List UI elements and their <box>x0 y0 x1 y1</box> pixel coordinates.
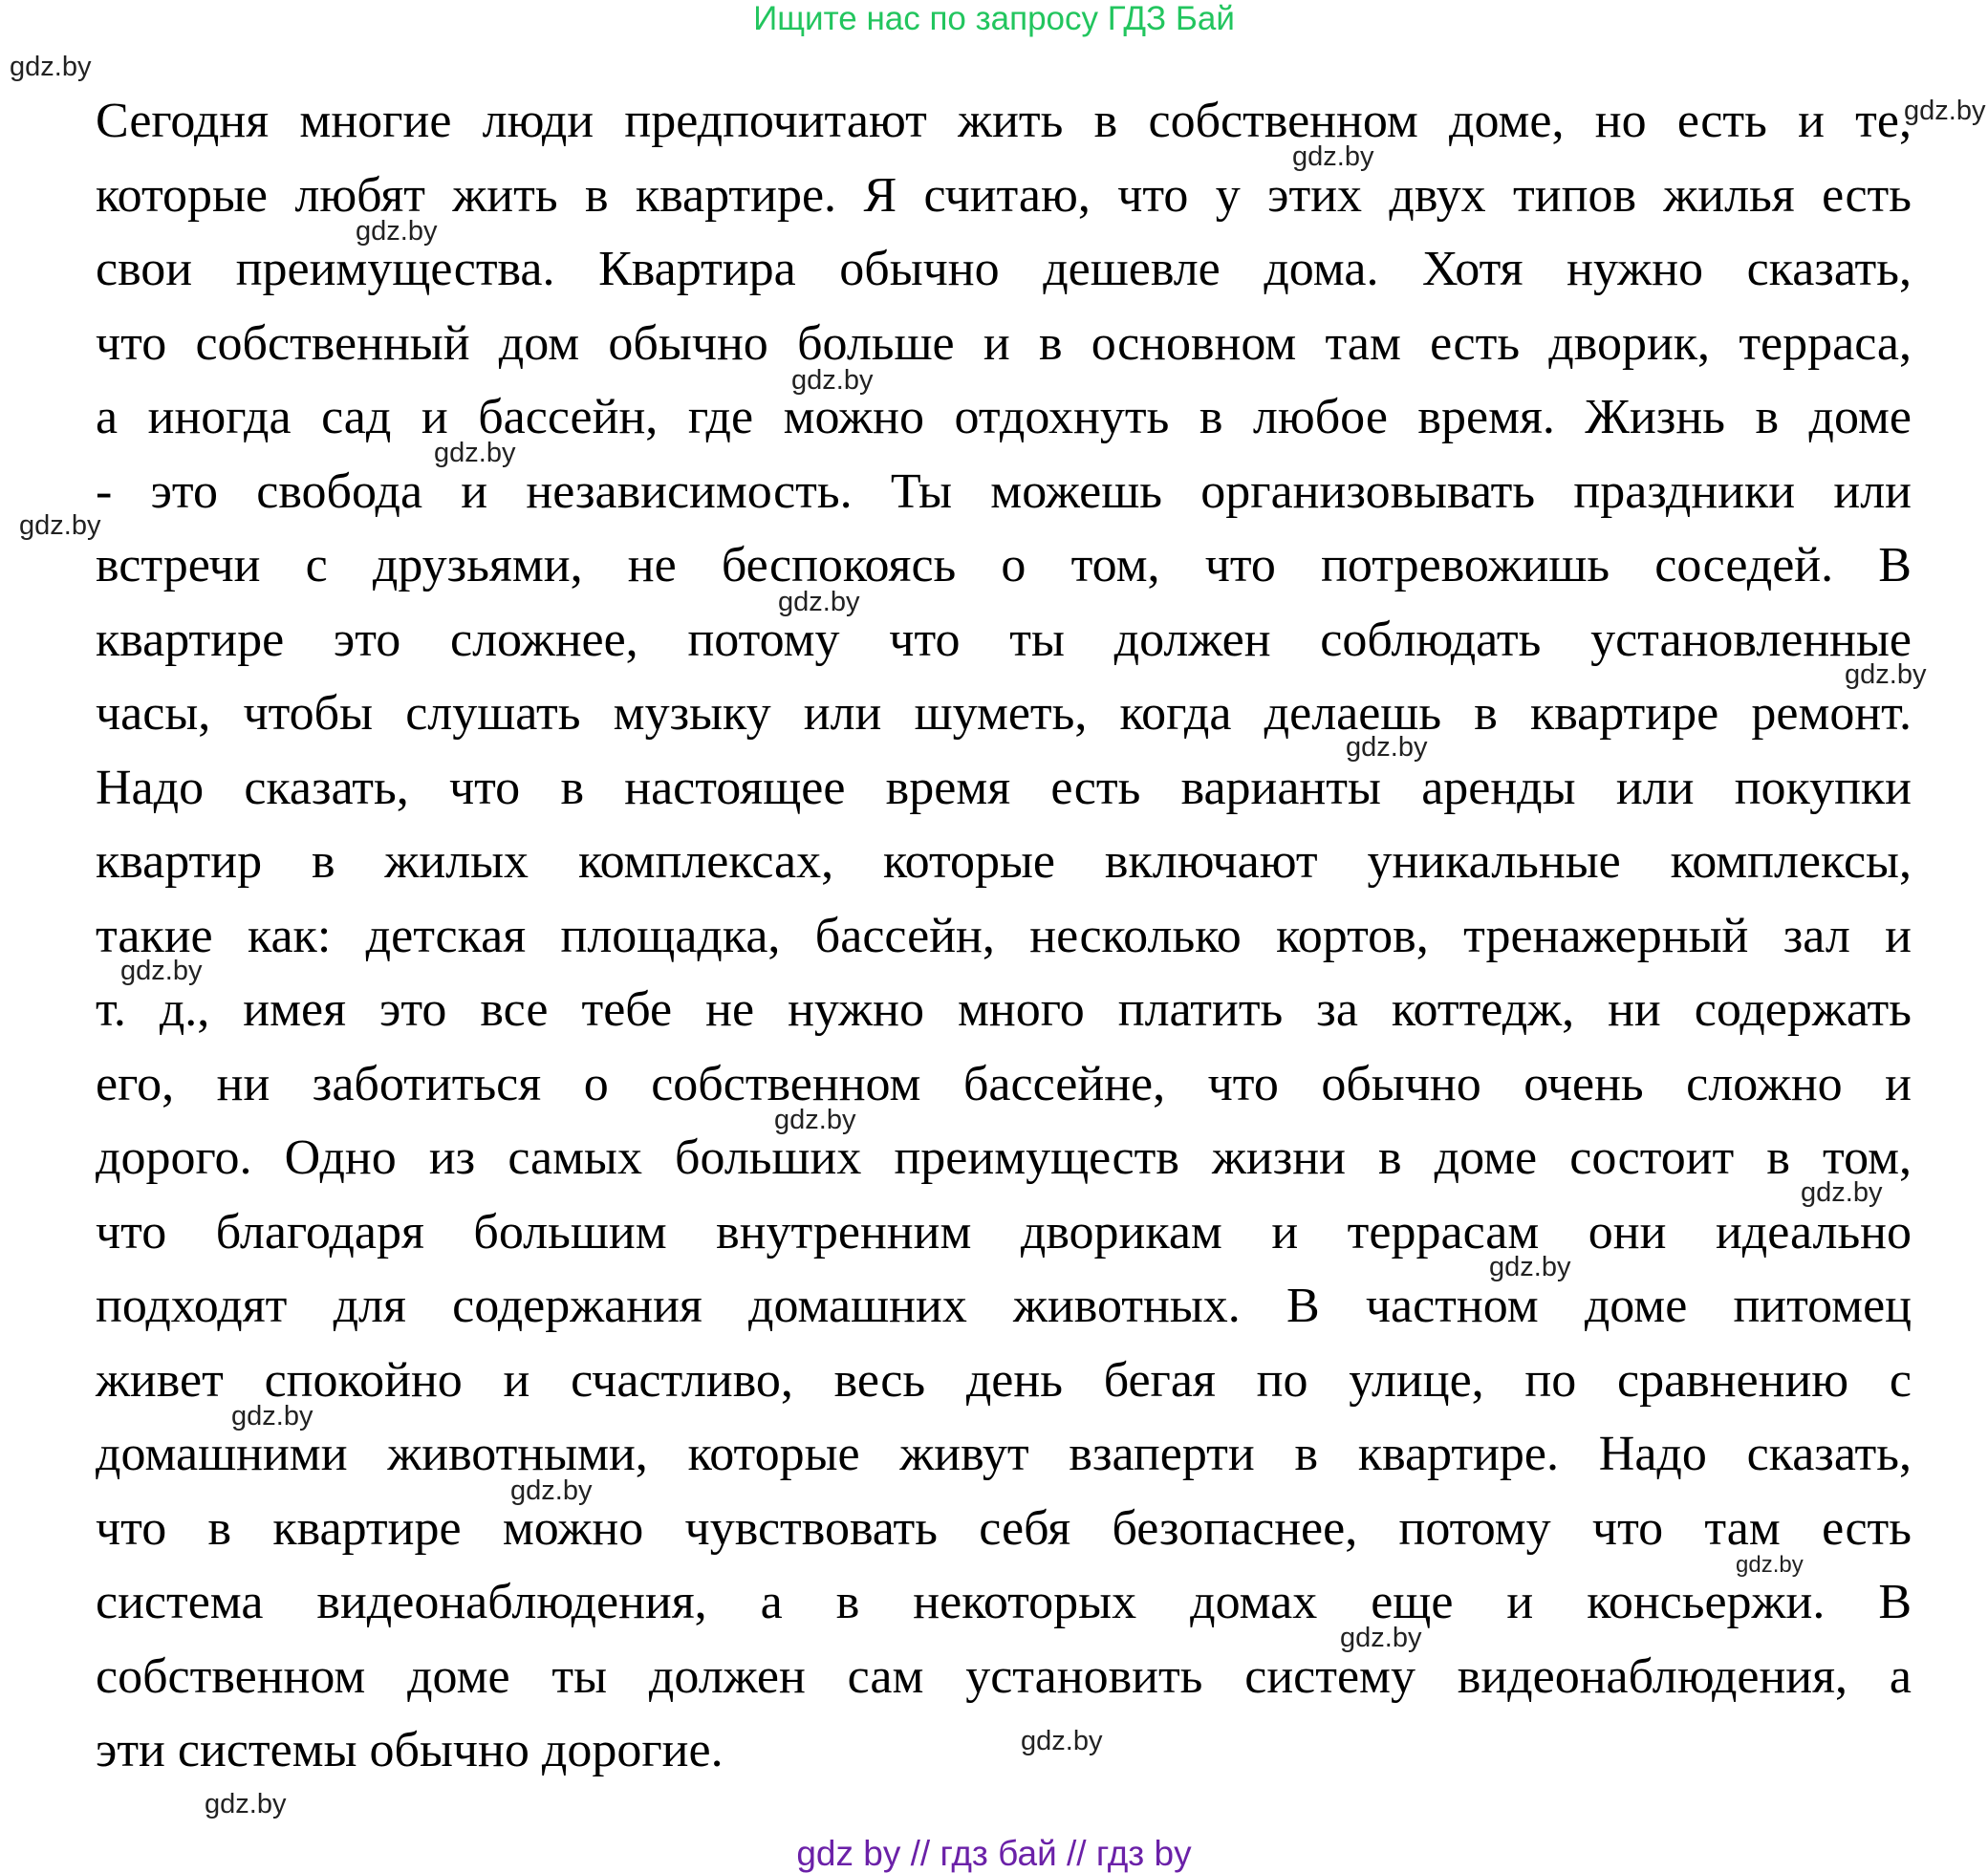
watermark: gdz.by <box>120 956 203 986</box>
essay-line: подходят для содержания домашних животных. В частном доме питомец <box>96 1279 1912 1333</box>
essay-line: что в квартире можно чувствовать себя безопаснее, потому что там есть <box>96 1500 1912 1556</box>
essay-line: его, ни заботиться о собственном бассейне, что обычно очень сложно и <box>96 1056 1912 1111</box>
watermark: gdz.by <box>791 365 874 396</box>
essay-line: Сегодня многие люди предпочитают жить в собственном доме, но есть и те, <box>96 94 1912 148</box>
essay-line: домашними животными, которые живут взаперти в квартире. Надо сказать, <box>96 1427 1912 1481</box>
watermark: gdz.by <box>205 1789 287 1819</box>
watermark: gdz.by <box>1801 1177 1883 1208</box>
watermark: gdz.by <box>1904 96 1986 126</box>
watermark: gdz.by <box>356 216 438 247</box>
watermark: gdz.by <box>434 438 516 468</box>
essay-line: дорого. Одно из самых больших преимуществ жизни в доме состоит в том, <box>96 1130 1912 1185</box>
essay-line: встречи с друзьями, не беспокоясь о том, что потревожишь соседей. В <box>96 538 1912 592</box>
essay-line: эти системы обычно дорогие. <box>96 1723 724 1777</box>
watermark: gdz.by <box>774 1105 856 1135</box>
essay-line: Надо сказать, что в настоящее время есть варианты аренды или покупки <box>96 760 1912 815</box>
essay-line: живет спокойно и счастливо, весь день бегая по улице, по сравнению с <box>96 1352 1912 1408</box>
essay-line: свои преимущества. Квартира обычно дешевле дома. Хотя нужно сказать, <box>96 242 1912 296</box>
essay-line: собственном доме ты должен сам установить систему видеонаблюдения, а <box>96 1648 1912 1704</box>
essay-line: т. д., имея это все тебе не нужно много платить за коттедж, ни содержать <box>96 982 1912 1037</box>
essay-line: квартире это сложнее, потому что ты должен соблюдать установленные <box>96 612 1912 667</box>
watermark: gdz.by <box>1346 732 1428 763</box>
essay-line: такие как: детская площадка, бассейн, несколько кортов, тренажерный зал и <box>96 908 1912 963</box>
watermark: gdz.by <box>231 1401 313 1432</box>
watermark: gdz.by <box>510 1475 593 1506</box>
essay-line: квартир в жилых комплексах, которые включают уникальные комплексы, <box>96 834 1912 889</box>
essay-line: часы, чтобы слушать музыку или шуметь, когда делаешь в квартире ремонт. <box>96 686 1912 741</box>
watermark: gdz.by <box>1736 1552 1804 1578</box>
essay-line: система видеонаблюдения, а в некоторых домах еще и консьержи. В <box>96 1575 1912 1629</box>
essay-line: что благодаря большим внутренним дворикам и террасам они идеально <box>96 1204 1912 1259</box>
essay-line: что собственный дом обычно больше и в основном там есть дворик, терраса, <box>96 315 1912 371</box>
watermark: gdz.by <box>1845 659 1927 690</box>
watermark: gdz.by <box>1021 1726 1103 1756</box>
watermark: gdz.by <box>1489 1252 1571 1282</box>
watermark: gdz.by <box>778 587 860 617</box>
essay-line: - это свобода и независимость. Ты можешь организовывать праздники или <box>96 463 1912 519</box>
watermark: gdz.by <box>1292 141 1374 172</box>
essay-text <box>96 84 1912 1788</box>
search-banner: Ищите нас по запросу ГДЗ Бай <box>753 0 1235 37</box>
essay-line: которые любят жить в квартире. Я считаю, что у этих двух типов жилья есть <box>96 167 1912 223</box>
watermark: gdz.by <box>19 510 101 541</box>
footer-links: gdz by // гдз бай // гдз by <box>796 1834 1192 1873</box>
watermark: gdz.by <box>10 52 92 82</box>
watermark: gdz.by <box>1340 1623 1422 1653</box>
essay-line: а иногда сад и бассейн, где можно отдохнуть в любое время. Жизнь в доме <box>96 390 1912 444</box>
